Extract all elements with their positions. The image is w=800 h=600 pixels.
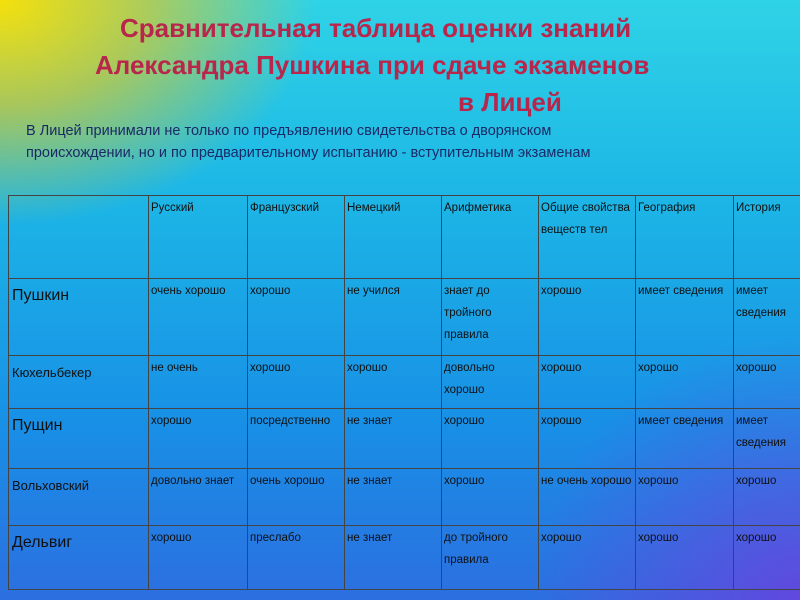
- table-cell: хорошо: [539, 356, 636, 409]
- table-cell: не знает: [345, 526, 442, 590]
- table-cell: очень хорошо: [149, 279, 248, 356]
- header-cell: Французский: [248, 196, 345, 279]
- table-cell: хорошо: [636, 356, 734, 409]
- intro-line-1: В Лицей принимали не только по предъявлению свидетельства о дворянском: [26, 123, 552, 139]
- intro-line-2: происхождении, но и по предварительному испытанию - вступительным экзаменам: [26, 145, 591, 161]
- table-cell: не очень: [149, 356, 248, 409]
- table-cell: хорошо: [539, 526, 636, 590]
- table-cell: знает до тройного правила: [442, 279, 539, 356]
- table-cell: хорошо: [539, 409, 636, 469]
- table-cell: довольно хорошо: [442, 356, 539, 409]
- table-cell: хорошо: [734, 526, 800, 590]
- table-cell: не учился: [345, 279, 442, 356]
- table-cell: имеет сведения: [636, 409, 734, 469]
- table-cell: имеет сведения: [636, 279, 734, 356]
- header-cell: Русский: [149, 196, 248, 279]
- table-cell: хорошо: [636, 526, 734, 590]
- table-cell: не знает: [345, 409, 442, 469]
- student-name: Кюхельбекер: [9, 356, 149, 409]
- table-cell: не знает: [345, 469, 442, 526]
- table-cell: хорошо: [248, 356, 345, 409]
- table-cell: хорошо: [248, 279, 345, 356]
- table-row: [9, 356, 800, 409]
- header-cell: История: [734, 196, 800, 279]
- header-cell: [9, 196, 149, 279]
- table-cell: преслабо: [248, 526, 345, 590]
- table-row: [9, 409, 800, 469]
- slide-title: [0, 10, 800, 121]
- student-name: Пущин: [9, 409, 149, 469]
- table-cell: хорошо: [442, 469, 539, 526]
- table-cell: имеет сведения: [734, 279, 800, 356]
- table-cell: имеет сведения: [734, 409, 800, 469]
- header-cell: Общие свойства веществ тел: [539, 196, 636, 279]
- title-line-2: Александра Пушкина при сдаче экзаменов: [95, 50, 650, 80]
- table-cell: хорошо: [149, 409, 248, 469]
- student-name: Дельвиг: [9, 526, 149, 590]
- header-cell: География: [636, 196, 734, 279]
- table-cell: хорошо: [636, 469, 734, 526]
- table-cell: посредственно: [248, 409, 345, 469]
- header-cell: Немецкий: [345, 196, 442, 279]
- table-cell: довольно знает: [149, 469, 248, 526]
- table-cell: очень хорошо: [248, 469, 345, 526]
- table-cell: хорошо: [734, 356, 800, 409]
- title-line-3: в Лицей: [458, 87, 562, 117]
- table-row: [9, 469, 800, 526]
- comparison-table: [8, 195, 800, 590]
- table-cell: хорошо: [539, 279, 636, 356]
- table-cell: хорошо: [149, 526, 248, 590]
- student-name: Вольховский: [9, 469, 149, 526]
- header-cell: Арифметика: [442, 196, 539, 279]
- table-row: [9, 279, 800, 356]
- intro-text: [26, 120, 786, 164]
- table-row: [9, 526, 800, 590]
- table-cell: хорошо: [442, 409, 539, 469]
- table-cell: не очень хорошо: [539, 469, 636, 526]
- table-cell: хорошо: [734, 469, 800, 526]
- student-name: Пушкин: [9, 279, 149, 356]
- title-line-1: Сравнительная таблица оценки знаний: [120, 13, 632, 43]
- table-cell: хорошо: [345, 356, 442, 409]
- table-cell: до тройного правила: [442, 526, 539, 590]
- header-row: [9, 196, 800, 279]
